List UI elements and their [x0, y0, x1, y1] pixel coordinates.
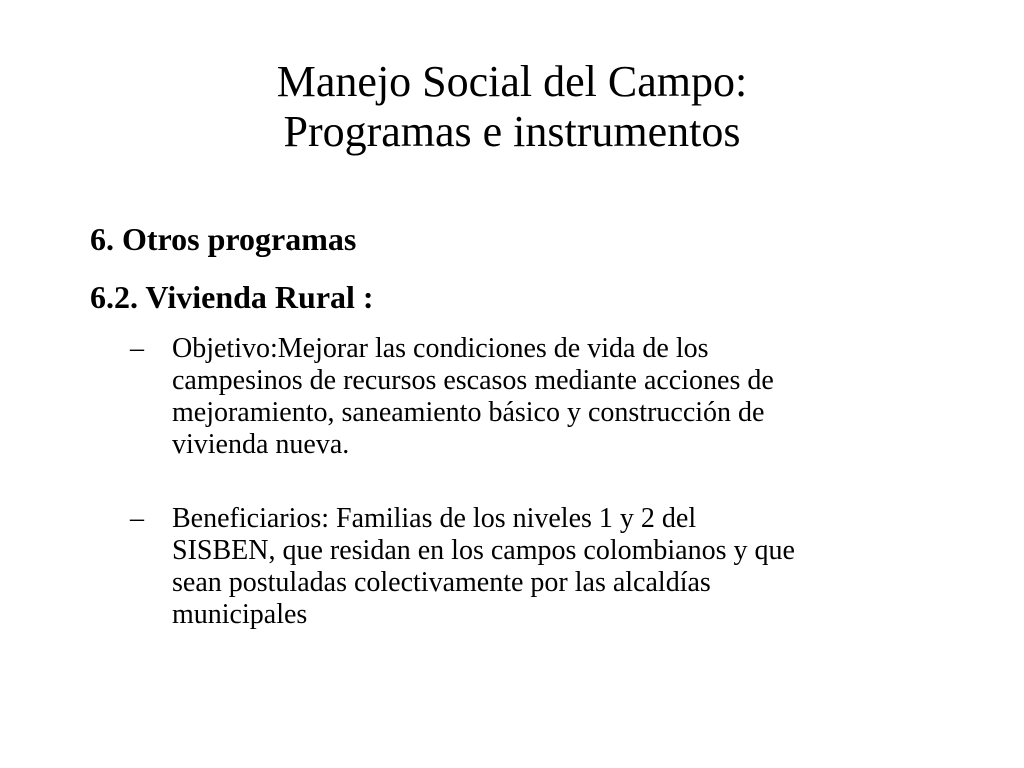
bullet-line: SISBEN, que residan en los campos colombianos y que: [172, 535, 795, 566]
slide-title: [0, 57, 1024, 157]
subsection-heading: 6.2. Vivienda Rural :: [90, 279, 374, 315]
bullet-line: sean postuladas colectivamente por las alcaldías: [172, 567, 711, 598]
section-heading: 6. Otros programas: [90, 221, 357, 257]
slide-title-line-1: Manejo Social del Campo:: [276, 57, 748, 106]
bullet-line: Objetivo:Mejorar las condiciones de vida de los: [172, 333, 709, 364]
bullet-line: campesinos de recursos escasos mediante acciones de: [172, 365, 774, 396]
bullet-objective: [130, 333, 950, 461]
bullet-line: vivienda nueva.: [172, 429, 350, 460]
bullet-beneficiaries: [130, 503, 950, 631]
bullet-dash: –: [130, 333, 144, 364]
bullet-line: Beneficiarios: Familias de los niveles 1 y 2 del: [172, 503, 697, 534]
bullet-line: mejoramiento, saneamiento básico y construcción de: [172, 397, 765, 428]
bullet-line: municipales: [172, 599, 308, 630]
slide-title-line-2: Programas e instrumentos: [283, 107, 741, 156]
bullet-dash: –: [130, 503, 144, 534]
